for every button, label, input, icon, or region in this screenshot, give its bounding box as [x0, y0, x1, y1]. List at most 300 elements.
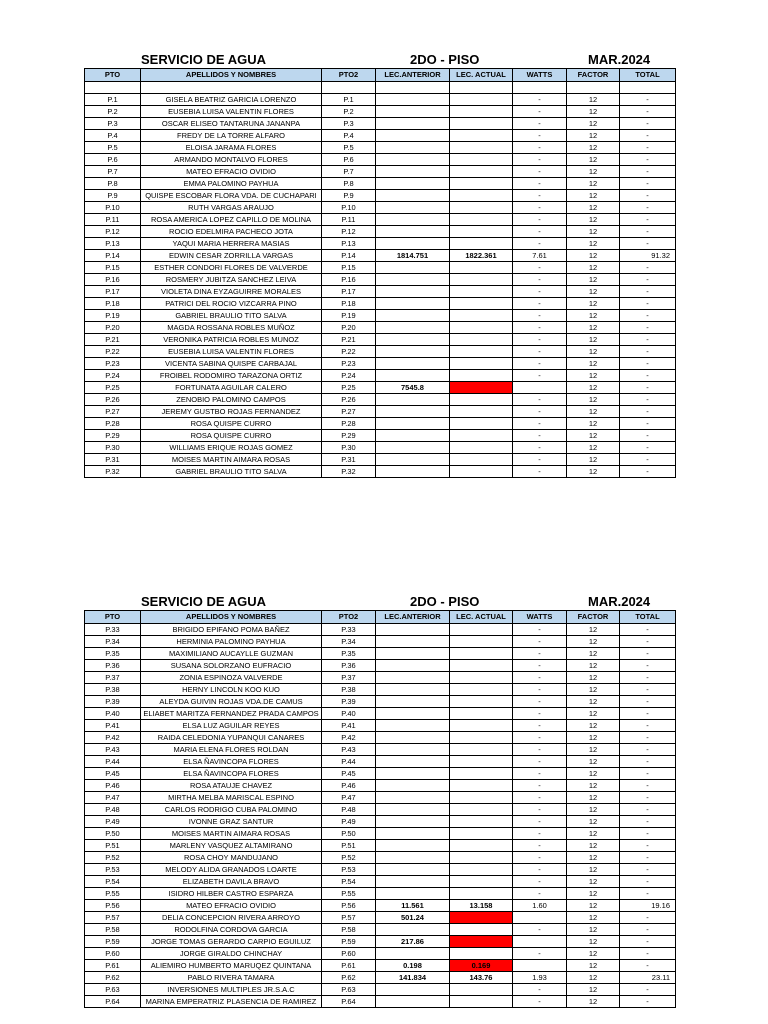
current-reading-cell — [450, 274, 513, 286]
table-row — [85, 996, 676, 1008]
pto2-cell: P.37 — [322, 672, 376, 684]
name-cell: MATEO EFRACIO OVIDIO — [141, 166, 322, 178]
watts-cell: - — [513, 442, 567, 454]
total-cell: 19.16 — [620, 900, 676, 912]
name-cell: MARINA EMPERATRIZ PLASENCIA DE RAMIREZ — [141, 996, 322, 1008]
pto2-cell: P.24 — [322, 370, 376, 382]
pto2-cell: P.23 — [322, 358, 376, 370]
pto-cell: P.57 — [85, 912, 141, 924]
name-cell: VERONIKA PATRICIA ROBLES MUNOZ — [141, 334, 322, 346]
table-row — [85, 250, 676, 262]
previous-reading-cell — [376, 298, 450, 310]
watts-cell: - — [513, 94, 567, 106]
current-reading-cell — [450, 238, 513, 250]
watts-cell: - — [513, 286, 567, 298]
previous-reading-cell — [376, 442, 450, 454]
name-cell: WILLIAMS ERIQUE ROJAS GOMEZ — [141, 442, 322, 454]
sheet-month: MAR.2024 — [588, 52, 651, 67]
total-cell: - — [620, 142, 676, 154]
current-reading-cell — [450, 648, 513, 660]
current-reading-cell — [450, 418, 513, 430]
pto2-cell: P.18 — [322, 298, 376, 310]
current-reading-cell — [450, 996, 513, 1008]
pto2-cell: P.11 — [322, 214, 376, 226]
pto2-cell: P.29 — [322, 430, 376, 442]
total-cell: - — [620, 346, 676, 358]
current-reading-cell — [450, 744, 513, 756]
previous-reading-cell — [376, 708, 450, 720]
total-cell: - — [620, 358, 676, 370]
name-cell: MARLENY VASQUEZ ALTAMIRANO — [141, 840, 322, 852]
current-reading-cell — [450, 346, 513, 358]
pto2-cell: P.42 — [322, 732, 376, 744]
total-cell: - — [620, 298, 676, 310]
watts-cell: - — [513, 672, 567, 684]
factor-cell: 12 — [567, 924, 620, 936]
factor-cell: 12 — [567, 262, 620, 274]
current-reading-cell — [450, 286, 513, 298]
table-row — [85, 394, 676, 406]
watts-cell: - — [513, 106, 567, 118]
previous-reading-cell — [376, 214, 450, 226]
pto-cell: P.31 — [85, 454, 141, 466]
previous-reading-cell — [376, 166, 450, 178]
total-cell: - — [620, 130, 676, 142]
pto-cell: P.35 — [85, 648, 141, 660]
name-cell: PATRICI DEL ROCIO VIZCARRA PINO — [141, 298, 322, 310]
name-cell: MAXIMILIANO AUCAYLLE GUZMAN — [141, 648, 322, 660]
factor-cell: 12 — [567, 936, 620, 948]
pto-cell: P.22 — [85, 346, 141, 358]
name-cell: INVERSIONES MULTIPLES JR.S.A.C — [141, 984, 322, 996]
total-cell: - — [620, 454, 676, 466]
watts-cell: - — [513, 358, 567, 370]
total-cell: - — [620, 286, 676, 298]
total-cell: - — [620, 624, 676, 636]
name-cell: QUISPE ESCOBAR FLORA VDA. DE CUCHAPARI — [141, 190, 322, 202]
current-reading-cell — [450, 852, 513, 864]
previous-reading-cell — [376, 624, 450, 636]
name-cell: ROSA QUISPE CURRO — [141, 418, 322, 430]
pto-cell: P.34 — [85, 636, 141, 648]
watts-cell: - — [513, 142, 567, 154]
current-reading-cell: 143.76 — [450, 972, 513, 984]
current-reading-cell — [450, 924, 513, 936]
table-row — [85, 238, 676, 250]
pto-cell: P.33 — [85, 624, 141, 636]
previous-reading-cell — [376, 876, 450, 888]
table-row — [85, 828, 676, 840]
name-cell: FORTUNATA AGUILAR CALERO — [141, 382, 322, 394]
factor-cell: 12 — [567, 660, 620, 672]
previous-reading-cell — [376, 370, 450, 382]
total-cell: - — [620, 154, 676, 166]
total-cell: - — [620, 876, 676, 888]
total-cell: - — [620, 744, 676, 756]
pto2-cell: P.26 — [322, 394, 376, 406]
current-reading-cell — [450, 202, 513, 214]
watts-cell: - — [513, 334, 567, 346]
pto2-cell: P.51 — [322, 840, 376, 852]
current-reading-cell — [450, 154, 513, 166]
total-cell: - — [620, 226, 676, 238]
name-cell: JORGE TOMAS GERARDO CARPIO EGUILUZ — [141, 936, 322, 948]
watts-cell: - — [513, 274, 567, 286]
table-row — [85, 310, 676, 322]
name-cell: EDWIN CESAR ZORRILLA VARGAS — [141, 250, 322, 262]
previous-reading-cell — [376, 768, 450, 780]
name-cell: YAQUI MARIA HERRERA MASIAS — [141, 238, 322, 250]
pto2-cell: P.58 — [322, 924, 376, 936]
watts-cell: - — [513, 226, 567, 238]
name-cell: GABRIEL BRAULIO TITO SALVA — [141, 466, 322, 478]
watts-cell: 7.61 — [513, 250, 567, 262]
pto2-cell: P.5 — [322, 142, 376, 154]
current-reading-cell — [450, 322, 513, 334]
table-row — [85, 696, 676, 708]
current-reading-cell — [450, 310, 513, 322]
pto2-cell: P.40 — [322, 708, 376, 720]
column-header-factor: FACTOR — [567, 69, 620, 82]
watts-cell: - — [513, 888, 567, 900]
table-row — [85, 660, 676, 672]
current-reading-cell — [450, 864, 513, 876]
pto2-cell: P.35 — [322, 648, 376, 660]
total-cell: - — [620, 202, 676, 214]
previous-reading-cell — [376, 226, 450, 238]
previous-reading-cell — [376, 310, 450, 322]
pto-cell: P.24 — [85, 370, 141, 382]
current-reading-cell — [450, 684, 513, 696]
pto2-cell: P.1 — [322, 94, 376, 106]
pto2-cell: P.10 — [322, 202, 376, 214]
pto-cell: P.27 — [85, 406, 141, 418]
name-cell: VICENTA SABINA QUISPE CARBAJAL — [141, 358, 322, 370]
total-cell: - — [620, 780, 676, 792]
column-header-pto2: PTO2 — [322, 611, 376, 624]
watts-cell: - — [513, 370, 567, 382]
factor-cell: 12 — [567, 960, 620, 972]
water-sheet-1 — [84, 52, 675, 478]
name-cell: ELSA ÑAVINCOPA FLORES — [141, 756, 322, 768]
column-header-previous-reading: LEC.ANTERIOR — [376, 69, 450, 82]
name-cell: EMMA PALOMINO PAYHUA — [141, 178, 322, 190]
pto2-cell: P.62 — [322, 972, 376, 984]
pto-cell: P.8 — [85, 178, 141, 190]
total-cell: - — [620, 720, 676, 732]
pto2-cell: P.54 — [322, 876, 376, 888]
pto2-cell: P.30 — [322, 442, 376, 454]
watts-cell — [513, 960, 567, 972]
current-reading-cell — [450, 106, 513, 118]
table-row — [85, 672, 676, 684]
total-cell: - — [620, 178, 676, 190]
pto2-cell: P.4 — [322, 130, 376, 142]
current-reading-cell — [450, 696, 513, 708]
total-cell: - — [620, 792, 676, 804]
previous-reading-cell — [376, 178, 450, 190]
factor-cell: 12 — [567, 334, 620, 346]
table-row — [85, 346, 676, 358]
pto-cell: P.59 — [85, 936, 141, 948]
current-reading-cell — [450, 660, 513, 672]
current-reading-cell — [450, 792, 513, 804]
pto-cell: P.40 — [85, 708, 141, 720]
current-reading-cell — [450, 94, 513, 106]
current-reading-cell — [450, 672, 513, 684]
total-cell: - — [620, 756, 676, 768]
total-cell: - — [620, 672, 676, 684]
name-cell: ARMANDO MONTALVO FLORES — [141, 154, 322, 166]
total-cell: - — [620, 924, 676, 936]
watts-cell: - — [513, 648, 567, 660]
previous-reading-cell — [376, 924, 450, 936]
current-reading-cell: 1822.361 — [450, 250, 513, 262]
factor-cell: 12 — [567, 852, 620, 864]
pto-cell: P.9 — [85, 190, 141, 202]
pto-cell: P.21 — [85, 334, 141, 346]
name-cell: RUTH VARGAS ARAUJO — [141, 202, 322, 214]
pto-cell: P.44 — [85, 756, 141, 768]
factor-cell: 12 — [567, 250, 620, 262]
total-cell: - — [620, 370, 676, 382]
total-cell: - — [620, 334, 676, 346]
current-reading-cell — [450, 708, 513, 720]
previous-reading-cell — [376, 696, 450, 708]
name-cell: ZONIA ESPINOZA VALVERDE — [141, 672, 322, 684]
total-cell: - — [620, 768, 676, 780]
table-row — [85, 322, 676, 334]
pto-cell: P.53 — [85, 864, 141, 876]
name-cell: ROSA AMERICA LOPEZ CAPILLO DE MOLINA — [141, 214, 322, 226]
pto2-cell: P.7 — [322, 166, 376, 178]
total-cell: - — [620, 382, 676, 394]
pto-cell: P.48 — [85, 804, 141, 816]
watts-cell: - — [513, 418, 567, 430]
column-header-name: APELLIDOS Y NOMBRES — [141, 69, 322, 82]
table-row — [85, 214, 676, 226]
water-sheet-2 — [84, 594, 675, 1008]
table-row — [85, 960, 676, 972]
factor-cell: 12 — [567, 202, 620, 214]
pto-cell: P.10 — [85, 202, 141, 214]
sheet-floor: 2DO - PISO — [410, 594, 480, 609]
column-header-current-reading: LEC. ACTUAL — [450, 69, 513, 82]
pto-cell: P.36 — [85, 660, 141, 672]
previous-reading-cell — [376, 406, 450, 418]
watts-cell: - — [513, 394, 567, 406]
total-cell: - — [620, 322, 676, 334]
pto-cell: P.19 — [85, 310, 141, 322]
current-reading-cell — [450, 948, 513, 960]
factor-cell: 12 — [567, 648, 620, 660]
column-header-pto: PTO — [85, 69, 141, 82]
pto-cell: P.60 — [85, 948, 141, 960]
total-cell: - — [620, 94, 676, 106]
previous-reading-cell: 7545.8 — [376, 382, 450, 394]
previous-reading-cell — [376, 94, 450, 106]
pto-cell: P.17 — [85, 286, 141, 298]
total-cell: - — [620, 430, 676, 442]
watts-cell: - — [513, 804, 567, 816]
table-row — [85, 792, 676, 804]
previous-reading-cell — [376, 636, 450, 648]
total-cell: - — [620, 262, 676, 274]
table-row — [85, 262, 676, 274]
name-cell: BRIGIDO EPIFANO POMA BAÑEZ — [141, 624, 322, 636]
previous-reading-cell — [376, 984, 450, 996]
current-reading-cell — [450, 262, 513, 274]
empty-cell — [513, 82, 567, 94]
table-row — [85, 274, 676, 286]
name-cell: SUSANA SOLORZANO EUFRACIO — [141, 660, 322, 672]
total-cell: - — [620, 828, 676, 840]
pto2-cell: P.13 — [322, 238, 376, 250]
total-cell: - — [620, 274, 676, 286]
current-reading-cell — [450, 394, 513, 406]
table-row — [85, 732, 676, 744]
pto2-cell: P.16 — [322, 274, 376, 286]
previous-reading-cell — [376, 732, 450, 744]
total-cell: - — [620, 418, 676, 430]
pto2-cell: P.56 — [322, 900, 376, 912]
factor-cell: 12 — [567, 382, 620, 394]
previous-reading-cell — [376, 852, 450, 864]
current-reading-cell — [450, 406, 513, 418]
previous-reading-cell — [376, 744, 450, 756]
factor-cell: 12 — [567, 720, 620, 732]
total-cell: - — [620, 394, 676, 406]
table-row — [85, 648, 676, 660]
factor-cell: 12 — [567, 636, 620, 648]
name-cell: MELODY ALIDA GRANADOS LOARTE — [141, 864, 322, 876]
watts-cell: - — [513, 840, 567, 852]
pto2-cell: P.17 — [322, 286, 376, 298]
current-reading-cell — [450, 888, 513, 900]
pto-cell: P.28 — [85, 418, 141, 430]
table-row — [85, 744, 676, 756]
watts-cell — [513, 382, 567, 394]
pto2-cell: P.59 — [322, 936, 376, 948]
current-reading-cell — [450, 876, 513, 888]
current-reading-cell — [450, 358, 513, 370]
factor-cell: 12 — [567, 418, 620, 430]
total-cell: - — [620, 214, 676, 226]
current-reading-cell — [450, 768, 513, 780]
current-reading-cell — [450, 334, 513, 346]
factor-cell: 12 — [567, 166, 620, 178]
pto-cell: P.49 — [85, 816, 141, 828]
empty-cell — [450, 82, 513, 94]
pto-cell: P.32 — [85, 466, 141, 478]
pto2-cell: P.46 — [322, 780, 376, 792]
table-row — [85, 370, 676, 382]
name-cell: ELIZABETH DAVILA BRAVO — [141, 876, 322, 888]
watts-cell: 1.60 — [513, 900, 567, 912]
name-cell: GISELA BEATRIZ GARICIA LORENZO — [141, 94, 322, 106]
pto2-cell: P.20 — [322, 322, 376, 334]
pto-cell: P.5 — [85, 142, 141, 154]
total-cell: 91.32 — [620, 250, 676, 262]
factor-cell: 12 — [567, 948, 620, 960]
current-reading-cell — [450, 756, 513, 768]
factor-cell: 12 — [567, 454, 620, 466]
pto2-cell: P.21 — [322, 334, 376, 346]
factor-cell: 12 — [567, 684, 620, 696]
total-cell: - — [620, 466, 676, 478]
pto2-cell: P.45 — [322, 768, 376, 780]
pto2-cell: P.14 — [322, 250, 376, 262]
previous-reading-cell — [376, 672, 450, 684]
watts-cell: - — [513, 876, 567, 888]
readings-table — [84, 610, 676, 1008]
table-row — [85, 142, 676, 154]
pto-cell: P.64 — [85, 996, 141, 1008]
name-cell: MAGDA ROSSANA ROBLES MUÑOZ — [141, 322, 322, 334]
total-cell: - — [620, 840, 676, 852]
pto2-cell: P.38 — [322, 684, 376, 696]
factor-cell: 12 — [567, 430, 620, 442]
pto2-cell: P.12 — [322, 226, 376, 238]
watts-cell: - — [513, 166, 567, 178]
pto-cell: P.61 — [85, 960, 141, 972]
previous-reading-cell — [376, 720, 450, 732]
current-reading-cell — [450, 984, 513, 996]
watts-cell: - — [513, 828, 567, 840]
previous-reading-cell — [376, 334, 450, 346]
total-cell: - — [620, 166, 676, 178]
pto2-cell: P.19 — [322, 310, 376, 322]
previous-reading-cell: 141.834 — [376, 972, 450, 984]
factor-cell: 12 — [567, 864, 620, 876]
watts-cell: - — [513, 984, 567, 996]
factor-cell: 12 — [567, 370, 620, 382]
name-cell: ELSA LUZ AGUILAR REYES — [141, 720, 322, 732]
watts-cell: - — [513, 118, 567, 130]
pto2-cell: P.15 — [322, 262, 376, 274]
pto-cell: P.25 — [85, 382, 141, 394]
table-row — [85, 130, 676, 142]
table-row — [85, 442, 676, 454]
current-reading-cell — [450, 454, 513, 466]
flagged-reading-cell — [450, 936, 513, 948]
table-row — [85, 454, 676, 466]
pto-cell: P.3 — [85, 118, 141, 130]
name-cell: JORGE GIRALDO CHINCHAY — [141, 948, 322, 960]
name-cell: ROSMERY JUBITZA SANCHEZ LEIVA — [141, 274, 322, 286]
total-cell: - — [620, 648, 676, 660]
factor-cell: 12 — [567, 816, 620, 828]
factor-cell: 12 — [567, 708, 620, 720]
previous-reading-cell — [376, 286, 450, 298]
pto-cell: P.26 — [85, 394, 141, 406]
watts-cell: - — [513, 190, 567, 202]
pto-cell: P.39 — [85, 696, 141, 708]
previous-reading-cell — [376, 262, 450, 274]
factor-cell: 12 — [567, 876, 620, 888]
pto2-cell: P.57 — [322, 912, 376, 924]
name-cell: ESTHER CONDORI FLORES DE VALVERDE — [141, 262, 322, 274]
name-cell: MARIA ELENA FLORES ROLDAN — [141, 744, 322, 756]
table-row — [85, 852, 676, 864]
watts-cell: - — [513, 322, 567, 334]
table-row — [85, 876, 676, 888]
current-reading-cell — [450, 828, 513, 840]
watts-cell: - — [513, 262, 567, 274]
watts-cell: - — [513, 792, 567, 804]
table-row — [85, 912, 676, 924]
pto-cell: P.13 — [85, 238, 141, 250]
